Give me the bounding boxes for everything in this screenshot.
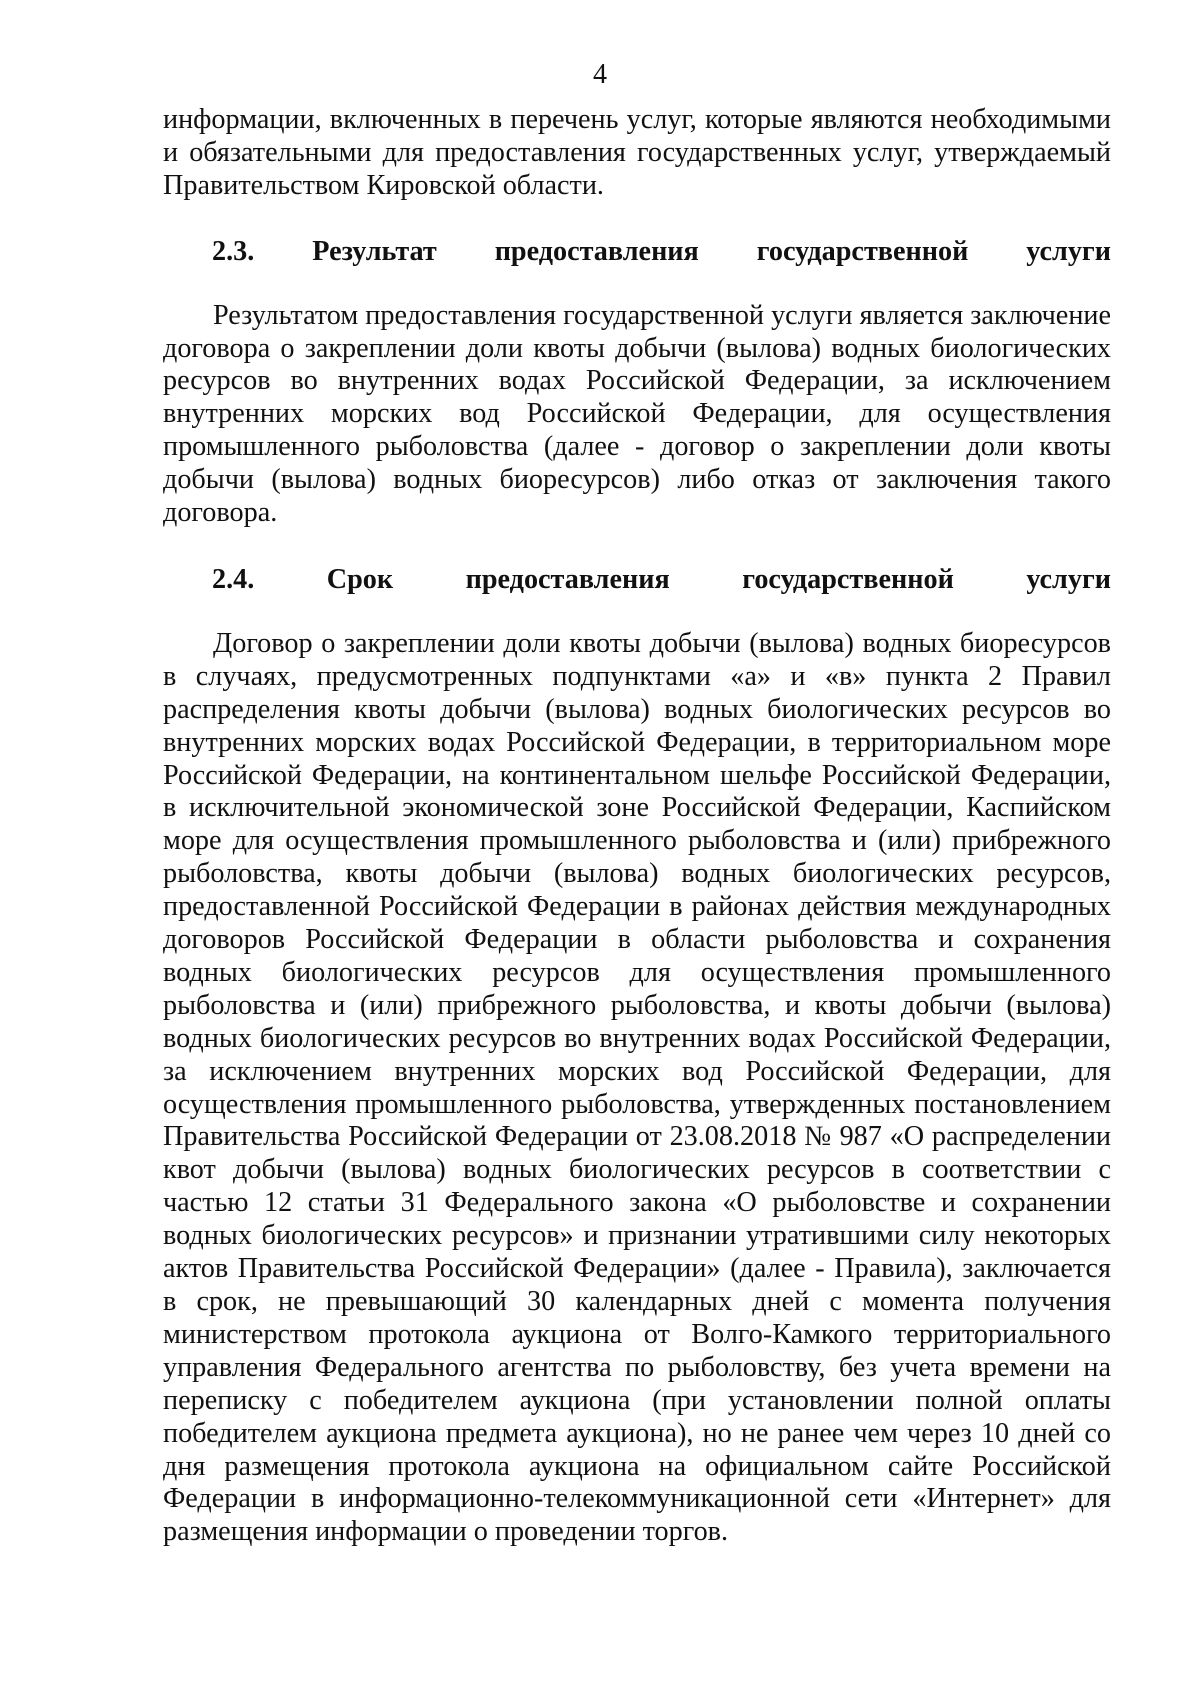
heading-word: предоставления bbox=[494, 235, 699, 267]
section-heading-2-4 bbox=[163, 564, 1111, 597]
intro-paragraph: информации, включенных в перечень услуг, которые являются необходимыми и обязательными для предоставления государственных услуг, утверждаемый Правительством Кировской области. bbox=[163, 104, 1111, 201]
section-2-3-paragraph: Результатом предоставления государственной услуги является заключение договора о закреплении доли квоты добычи (вылова) водных биологических ресурсов во внутренних водах Российской Федерации, за исключением внутренних морских вод Российской Федерации, для осуществления промышленного рыболовства (далее - договор о закреплении доли квоты добычи (вылова) водных биоресурсов) либо отказ от заключения такого договора. bbox=[163, 299, 1111, 529]
heading-word: государственной bbox=[756, 235, 969, 267]
document-body bbox=[163, 104, 1111, 1549]
heading-word: государственной bbox=[742, 563, 954, 595]
section-2-4-paragraph: Договор о закреплении доли квоты добычи (вылова) водных биоресурсов в случаях, предусмотренных подпунктами «а» и «в» пункта 2 Правил распределения квоты добычи (вылова) водных биологических ресурсов во внутренних морских водах Российской Федерации, в территориальном море Российской Федерации, на континентальном шельфе Российской Федерации, в исключительной экономической зоне Российской Федерации, Каспийском море для осуществления промышленного рыболовства и (или) прибрежного рыболовства, квоты добычи (вылова) водных биологических ресурсов, предоставленной Российской Федерации в районах действия международных договоров Российской Федерации в области рыболовства и сохранения водных биологических ресурсов для осуществления промышленного рыболовства и (или) прибрежного рыболовства, и квоты добычи (вылова) водных биологических ресурсов во внутренних водах Российской Федерации, за исключением внутренних морских вод Российской Федерации, для осуществления промышленного рыболовства, утвержденных постановлением Правительства Российской Федерации от 23.08.2018 № 987 «О распределении квот добычи (вылова) водных биологических ресурсов в соответствии с частью 12 статьи 31 Федерального закона «О рыболовстве и сохранении водных биологических ресурсов» и признании утратившими силу некоторых актов Правительства Российской Федерации» (далее - Правила), заключается в срок, не превышающий 30 календарных дней с момента получения министерством протокола аукциона от Волго-Камкого территориального управления Федерального агентства по рыболовству, без учета времени на переписку с победителем аукциона (при установлении полной оплаты победителем аукциона предмета аукциона), но не ранее чем через 10 дней со дня размещения протокола аукциона на официальном сайте Российской Федерации в информационно-телекоммуникационной сети «Интернет» для размещения информации о проведении торгов. bbox=[163, 627, 1111, 1548]
section-number: 2.3. bbox=[212, 235, 255, 267]
heading-word: предоставления bbox=[465, 563, 670, 595]
heading-word: Срок bbox=[326, 563, 394, 595]
heading-word: услуги bbox=[1026, 563, 1111, 595]
section-number: 2.4. bbox=[212, 563, 255, 595]
heading-word: Результат bbox=[312, 235, 437, 267]
heading-word: услуги bbox=[1026, 235, 1111, 267]
page-number: 4 bbox=[593, 59, 607, 90]
section-heading-2-3 bbox=[163, 236, 1111, 269]
